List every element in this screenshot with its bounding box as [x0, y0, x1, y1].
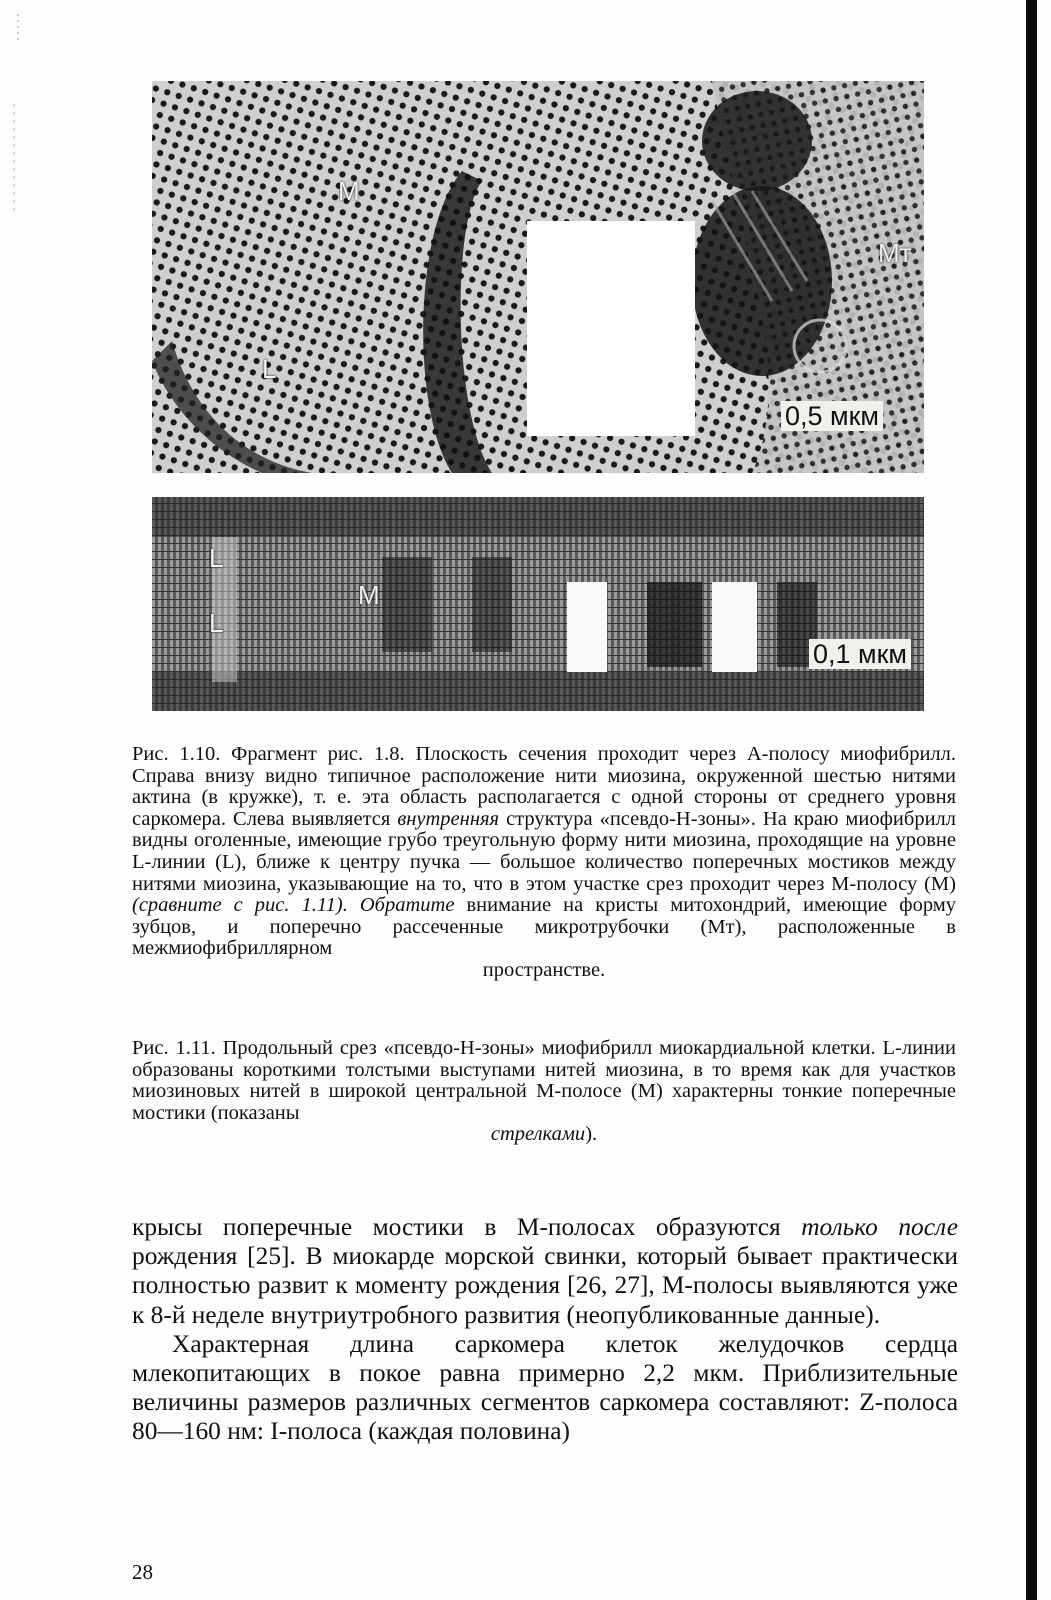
- caption-text: ).: [585, 1123, 598, 1146]
- page-edge-shadow: [1026, 0, 1037, 1600]
- scale-bar-top: 0,5 мкм: [781, 401, 883, 431]
- caption-text: структура «псевдо-Н-зоны». На краю миофибрилл видны оголенные, имеющие грубо треугольную форму нити миозина, проходящие на уровне L-линии (L), ближе к центру пучка — большое количество поперечных мостиков между нитями миозина, указывающие на то, что в этом участке срез проходит через М-полосу (М): [132, 807, 956, 895]
- scan-artifact-marks: [6, 14, 46, 224]
- label-m-top: M: [338, 176, 360, 206]
- figure-caption-1-11: [132, 1038, 956, 1146]
- scale-bar-bottom: 0,1 мкм: [809, 639, 911, 669]
- page-number: 28: [132, 1560, 153, 1584]
- caption-italic: внутренняя: [397, 807, 500, 830]
- label-l-top: L: [262, 354, 277, 384]
- label-l2-bottom: L: [209, 608, 224, 638]
- caption-italic: стрелками: [490, 1123, 586, 1146]
- caption-last-line: пространстве.: [482, 958, 606, 981]
- label-mt-top: Mт: [878, 238, 912, 268]
- label-l1-bottom: L: [209, 543, 224, 573]
- body-paragraph-2: Характерная длина саркомера клеток желудочков сердца млекопитающих в покое равна примерно 2,2 мкм. Приблизительные величины размеров различных сегментов саркомера составляют: Z-полоса 80—160 нм: I-полоса (каждая половина): [132, 1329, 958, 1446]
- body-text-span: рождения [25]. В миокарде морской свинки, который бывает практически полностью развит к моменту рождения [26, 27], М-полосы выявляются уже к 8-й неделе внутриутробного развития (неопубликованные данные).: [132, 1242, 958, 1329]
- caption-text: Рис. 1.10. Фрагмент рис. 1.8. Плоскость сечения проходит через А-полосу миофибрилл. Справа внизу видно типичное расположение нити миозина, окруженной шестью нитями актина (в кружке), т. е. эта область располагается с одной стороны от среднего уровня саркомера. Слева выявляется: [132, 743, 956, 830]
- caption-italic: (сравните с рис. 1.11). Обратите: [132, 894, 455, 917]
- label-m-bottom: M: [358, 580, 380, 610]
- body-paragraph-1: [132, 1213, 958, 1330]
- body-text: [132, 1213, 958, 1447]
- figure-caption-1-10: [132, 744, 956, 982]
- body-text-span: крысы поперечные мостики в М-полосах образуются: [132, 1213, 802, 1241]
- micrograph-longitudinal-section: [152, 497, 924, 711]
- caption-text: Рис. 1.11. Продольный срез «псевдо-Н-зоны» миофибрилл миокардиальной клетки. L-линии образованы короткими толстыми выступами нитей миозина, в то время как для участков миозиновых нитей в широкой центральной М-полосе (М) характерны тонкие поперечные мостики (показаны: [132, 1037, 956, 1124]
- caption-text: внимание на кристы митохондрий, имеющие форму зубцов, и поперечно рассеченные микротрубочки (Мт), расположенные в межмиофибриллярном: [132, 894, 956, 960]
- body-italic: только после: [801, 1213, 958, 1241]
